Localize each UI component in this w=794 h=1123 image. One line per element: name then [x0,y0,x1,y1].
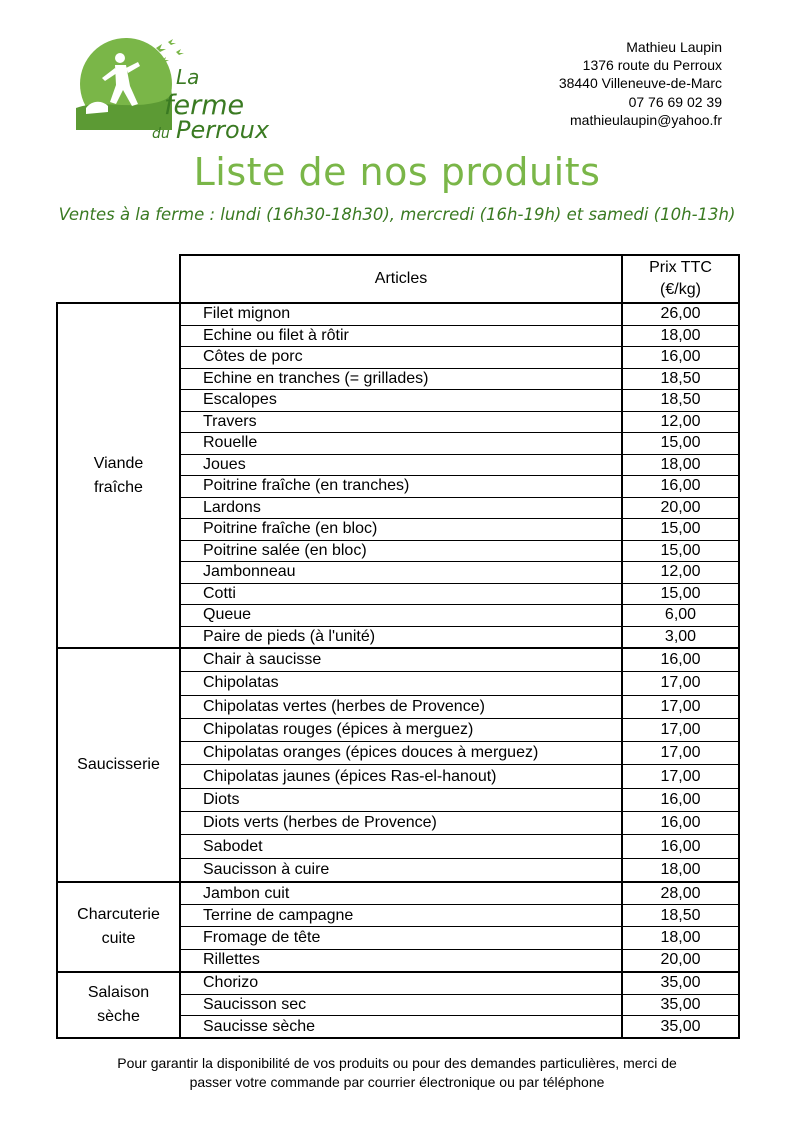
header-articles: Articles [180,255,622,303]
article-price: 18,00 [622,927,739,949]
sales-hours: Ventes à la ferme : lundi (16h30-18h30), mercredi (16h-19h) et samedi (10h-13h) [58,205,736,224]
article-price: 16,00 [622,648,739,672]
article-price: 20,00 [622,497,739,519]
contact-email: mathieulaupin@yahoo.fr [570,111,722,128]
table-header-row [57,255,739,303]
article-price: 15,00 [622,433,739,455]
farm-logo [68,38,308,148]
article-name: Chorizo [180,972,622,994]
article-name: Rouelle [180,433,622,455]
category-label-line: Charcuterie [77,905,160,923]
category-label-line: Saucisserie [77,755,160,773]
article-price: 18,50 [622,390,739,412]
article-name: Poitrine fraîche (en bloc) [180,519,622,541]
article-price: 16,00 [622,812,739,835]
article-name: Travers [180,411,622,433]
footer-line-2: passer votre commande par courrier électronique ou par téléphone [189,1074,605,1090]
products-table [56,254,740,1039]
table-row [57,972,739,994]
category-cell [57,882,180,972]
page-title: Liste de nos produits [193,150,601,194]
footer-note [0,1054,794,1092]
article-name: Sabodet [180,835,622,858]
article-name: Chipolatas rouges (épices à merguez) [180,718,622,741]
article-name: Lardons [180,497,622,519]
article-price: 3,00 [622,626,739,648]
article-name: Chipolatas oranges (épices douces à merguez) [180,742,622,765]
category-label-line: Viande [93,454,144,472]
logo-text-ferme: ferme [164,90,245,121]
contact-name: Mathieu Laupin [626,39,722,55]
article-price: 28,00 [622,882,739,905]
article-price: 18,00 [622,858,739,882]
category-label-line: fraîche [94,478,143,496]
header-empty-cell [57,255,180,303]
article-name: Chipolatas jaunes (épices Ras-el-hanout) [180,765,622,788]
products-table-wrapper [56,254,738,1039]
article-price: 15,00 [622,519,739,541]
article-price: 17,00 [622,695,739,718]
article-name: Echine en tranches (= grillades) [180,368,622,390]
table-row [57,303,739,325]
article-price: 20,00 [622,949,739,972]
contact-street: 1376 route du Perroux [582,57,722,74]
category-cell [57,303,180,648]
article-name: Saucisse sèche [180,1016,622,1038]
article-name: Diots [180,788,622,811]
article-price: 35,00 [622,1016,739,1038]
article-name: Rillettes [180,949,622,972]
header-price-line1: Prix TTC [649,259,712,276]
category-cell [57,972,180,1038]
article-name: Chipolatas vertes (herbes de Provence) [180,695,622,718]
article-price: 16,00 [622,835,739,858]
farm-logo-graphic [68,38,308,148]
article-price: 17,00 [622,742,739,765]
article-name: Chipolatas [180,672,622,695]
footer-line-1: Pour garantir la disponibilité de vos produits ou pour des demandes particulières, merci de [117,1055,677,1071]
article-price: 16,00 [622,476,739,498]
article-name: Echine ou filet à rôtir [180,325,622,347]
article-price: 18,50 [622,905,739,927]
article-price: 17,00 [622,718,739,741]
contact-block [559,38,722,129]
table-row [57,648,739,672]
article-name: Côtes de porc [180,347,622,369]
article-price: 26,00 [622,303,739,325]
article-name: Poitrine salée (en bloc) [180,540,622,562]
products-body [57,303,739,1038]
category-cell [57,648,180,882]
table-row [57,882,739,905]
header-price [622,255,739,303]
category-label-line: Salaison [87,983,150,1001]
article-price: 15,00 [622,540,739,562]
article-name: Terrine de campagne [180,905,622,927]
article-name: Paire de pieds (à l'unité) [180,626,622,648]
article-name: Joues [180,454,622,476]
article-name: Jambon cuit [180,882,622,905]
header-price-line2: (€/kg) [660,281,701,298]
article-price: 18,50 [622,368,739,390]
article-price: 17,00 [622,765,739,788]
article-name: Diots verts (herbes de Provence) [180,812,622,835]
article-price: 12,00 [622,411,739,433]
article-name: Filet mignon [180,303,622,325]
article-price: 18,00 [622,325,739,347]
article-name: Chair à saucisse [180,648,622,672]
article-name: Saucisson à cuire [180,858,622,882]
category-label-line: cuite [101,929,136,947]
article-price: 17,00 [622,672,739,695]
contact-city: 38440 Villeneuve-de-Marc [558,75,722,92]
article-price: 16,00 [622,788,739,811]
article-price: 16,00 [622,347,739,369]
article-price: 12,00 [622,562,739,584]
article-name: Saucisson sec [180,994,622,1016]
logo-text-la: La [176,65,200,89]
article-name: Jambonneau [180,562,622,584]
article-name: Cotti [180,583,622,605]
contact-phone: 07 76 69 02 39 [628,93,722,110]
article-price: 35,00 [622,972,739,994]
article-price: 15,00 [622,583,739,605]
logo-text-perroux: Perroux [176,116,270,144]
article-price: 35,00 [622,994,739,1016]
article-price: 6,00 [622,605,739,627]
category-label-line: sèche [97,1007,140,1025]
article-name: Fromage de tête [180,927,622,949]
article-price: 18,00 [622,454,739,476]
article-name: Queue [180,605,622,627]
logo-text-du: du [152,126,170,142]
article-name: Poitrine fraîche (en tranches) [180,476,622,498]
article-name: Escalopes [180,390,622,412]
